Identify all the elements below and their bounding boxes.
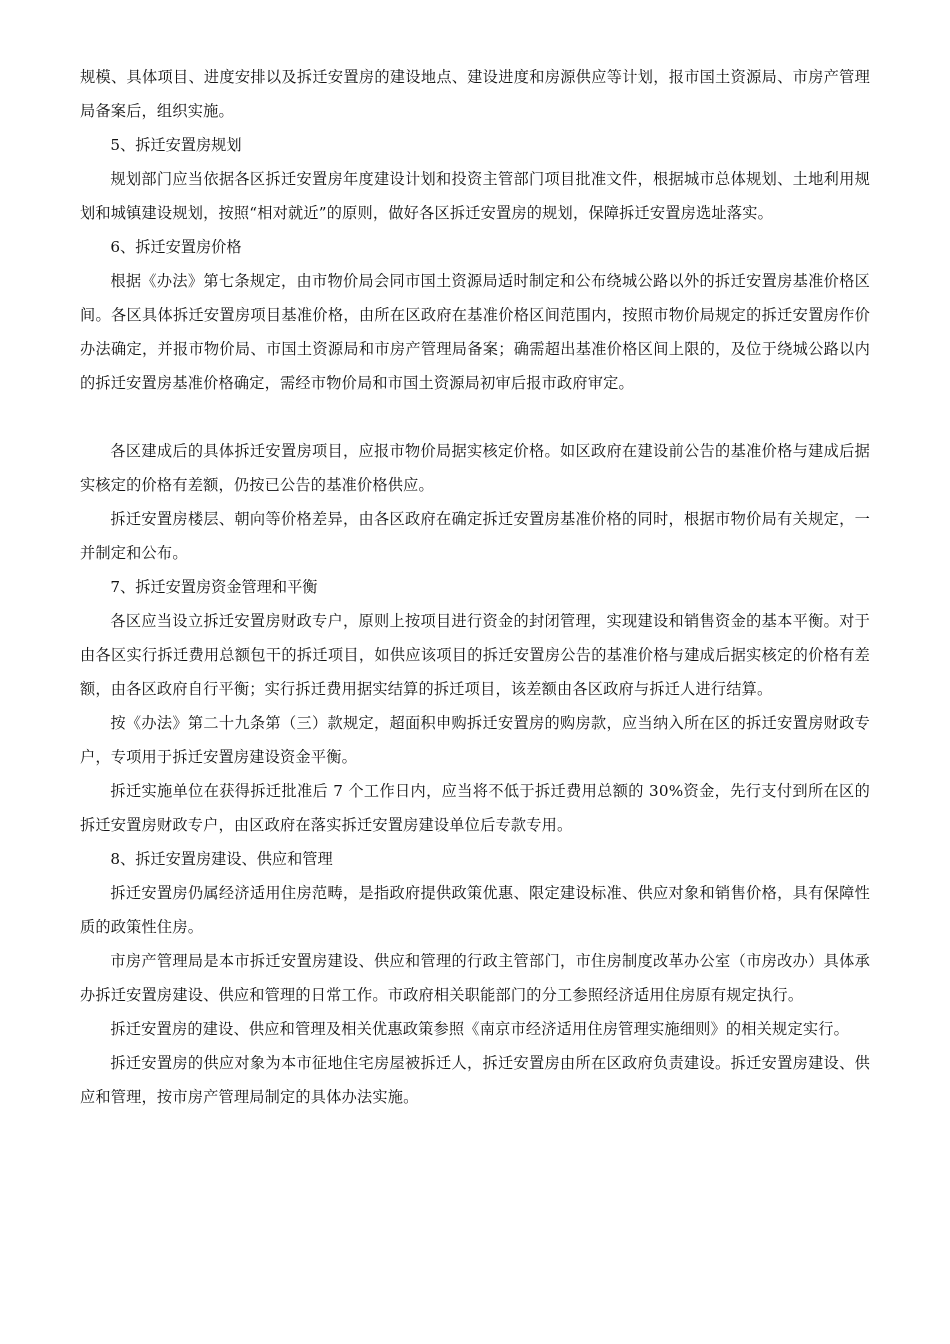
- paragraph: 根据《办法》第七条规定，由市物价局会同市国土资源局适时制定和公布绕城公路以外的拆迁安置房基准价格区间。各区具体拆迁安置房项目基准价格，由所在区政府在基准价格区间范围内，按照市物价局规定的拆迁安置房作价办法确定，并报市物价局、市国土资源局和市房产管理局备案；确需超出基准价格区间上限的，及位于绕城公路以内的拆迁安置房基准价格确定，需经市物价局和市国土资源局初审后报市政府审定。: [80, 272, 870, 392]
- paragraph: 拆迁安置房的建设、供应和管理及相关优惠政策参照《南京市经济适用住房管理实施细则》的相关规定实行。: [110, 1020, 849, 1038]
- paragraph: 拆迁安置房楼层、朝向等价格差异，由各区政府在确定拆迁安置房基准价格的同时，根据市物价局有关规定，一并制定和公布。: [80, 510, 870, 562]
- paragraph-continuation: 规模、具体项目、进度安排以及拆迁安置房的建设地点、建设进度和房源供应等计划，报市国土资源局、市房产管理局备案后，组织实施。: [80, 68, 870, 120]
- paragraph: 按《办法》第二十九条第（三）款规定，超面积申购拆迁安置房的购房款，应当纳入所在区的拆迁安置房财政专户，专项用于拆迁安置房建设资金平衡。: [80, 714, 870, 766]
- section-heading-6: 6、拆迁安置房价格: [110, 238, 242, 256]
- section-heading-7: 7、拆迁安置房资金管理和平衡: [110, 578, 318, 596]
- paragraph: 规划部门应当依据各区拆迁安置房年度建设计划和投资主管部门项目批准文件，根据城市总体规划、土地利用规划和城镇建设规划，按照“相对就近”的原则，做好各区拆迁安置房的规划，保障拆迁安置房选址落实。: [80, 170, 870, 222]
- paragraph: 各区建成后的具体拆迁安置房项目，应报市物价局据实核定价格。如区政府在建设前公告的基准价格与建成后据实核定的价格有差额，仍按已公告的基准价格供应。: [80, 442, 870, 494]
- section-heading-5: 5、拆迁安置房规划: [110, 136, 242, 154]
- blank-line: [80, 400, 870, 434]
- document-body: [80, 60, 870, 1114]
- section-heading-8: 8、拆迁安置房建设、供应和管理: [110, 850, 333, 868]
- paragraph: 各区应当设立拆迁安置房财政专户，原则上按项目进行资金的封闭管理，实现建设和销售资金的基本平衡。对于由各区实行拆迁费用总额包干的拆迁项目，如供应该项目的拆迁安置房公告的基准价格与建成后据实核定的价格有差额，由各区政府自行平衡；实行拆迁费用据实结算的拆迁项目，该差额由各区政府与拆迁人进行结算。: [80, 612, 870, 698]
- paragraph: 拆迁安置房的供应对象为本市征地住宅房屋被拆迁人，拆迁安置房由所在区政府负责建设。拆迁安置房建设、供应和管理，按市房产管理局制定的具体办法实施。: [80, 1054, 870, 1106]
- paragraph: 拆迁实施单位在获得拆迁批准后 7 个工作日内，应当将不低于拆迁费用总额的 30%资金，先行支付到所在区的拆迁安置房财政专户，由区政府在落实拆迁安置房建设单位后专款专用。: [80, 782, 870, 834]
- paragraph: 市房产管理局是本市拆迁安置房建设、供应和管理的行政主管部门，市住房制度改革办公室（市房改办）具体承办拆迁安置房建设、供应和管理的日常工作。市政府相关职能部门的分工参照经济适用住房原有规定执行。: [80, 952, 870, 1004]
- paragraph: 拆迁安置房仍属经济适用住房范畴，是指政府提供政策优惠、限定建设标准、供应对象和销售价格，具有保障性质的政策性住房。: [80, 884, 870, 936]
